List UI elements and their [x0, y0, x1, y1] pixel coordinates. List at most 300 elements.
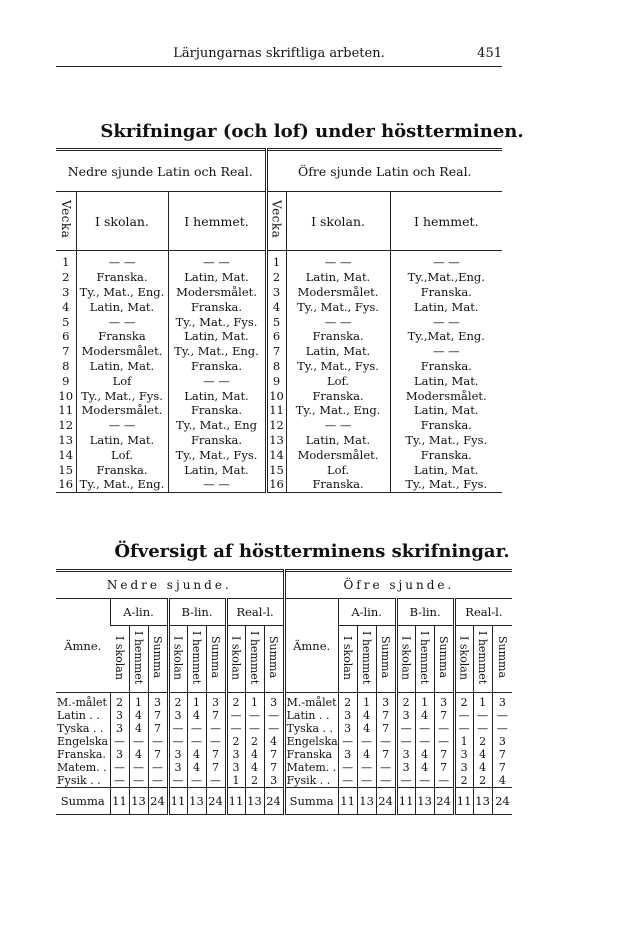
- count-cell: 3: [338, 722, 357, 735]
- count-cell: —: [396, 735, 415, 748]
- cell-week-right: 2: [266, 270, 286, 285]
- table-row: [56, 388, 502, 403]
- cell-week-right: 7: [266, 344, 286, 359]
- subject-cell: Latin . .: [284, 709, 338, 722]
- cell-skolan-right: Latin, Mat.: [286, 270, 390, 285]
- count-cell: —: [434, 722, 454, 735]
- count-cell: 3: [338, 748, 357, 761]
- cell-hemmet-left: Franska.: [168, 299, 266, 314]
- cell-week-left: 5: [62, 314, 70, 329]
- subcol-header: I hemmet: [415, 626, 434, 693]
- line-b-right: B-lin.: [396, 599, 454, 626]
- count-cell: 4: [129, 709, 148, 722]
- count-cell: 2: [473, 735, 492, 748]
- count-cell: 3: [434, 696, 454, 709]
- table-row: [56, 735, 512, 748]
- count-cell: —: [206, 735, 226, 748]
- cell-week-right: 14: [266, 447, 286, 462]
- sum-cell: 24: [206, 788, 226, 815]
- count-cell: —: [376, 735, 396, 748]
- sum-cell: 24: [376, 788, 396, 815]
- count-cell: 2: [110, 696, 129, 709]
- cell-skolan-left: — —: [76, 418, 168, 433]
- count-cell: —: [148, 774, 168, 788]
- cell-hemmet-left: Ty., Mat., Fys.: [168, 314, 266, 329]
- table-row: [56, 748, 512, 761]
- col-skolan-left: I skolan.: [76, 192, 168, 251]
- count-cell: 4: [245, 761, 264, 774]
- col-amne-left: Ämne.: [56, 599, 110, 693]
- cell-hemmet-right: Latin, Mat.: [390, 403, 502, 418]
- count-cell: 4: [187, 709, 206, 722]
- subcol-header: Summa: [148, 626, 168, 693]
- count-cell: —: [454, 709, 473, 722]
- count-cell: 3: [454, 748, 473, 761]
- sum-cell: 13: [245, 788, 264, 815]
- cell-week-left: 11: [58, 403, 74, 418]
- count-cell: 4: [357, 722, 376, 735]
- cell-hemmet-left: Franska.: [168, 359, 266, 374]
- count-cell: 3: [226, 748, 245, 761]
- table-row: [56, 314, 502, 329]
- cell-skolan-right: Ty., Mat., Fys.: [286, 359, 390, 374]
- sum-cell: 13: [357, 788, 376, 815]
- count-cell: 4: [357, 748, 376, 761]
- count-cell: —: [473, 709, 492, 722]
- cell-skolan-left: Latin, Mat.: [76, 299, 168, 314]
- count-cell: —: [376, 774, 396, 788]
- table-row: [56, 774, 512, 788]
- table-row: [56, 433, 502, 448]
- subcol-header: Summa: [264, 626, 284, 693]
- count-cell: —: [148, 761, 168, 774]
- count-cell: —: [473, 722, 492, 735]
- count-cell: —: [492, 709, 512, 722]
- cell-skolan-left: — —: [76, 255, 168, 270]
- group-ofre-sjunde: Öfre sjunde Latin och Real.: [266, 150, 502, 192]
- cell-hemmet-right: Latin, Mat.: [390, 462, 502, 477]
- cell-skolan-left: Franska.: [76, 270, 168, 285]
- cell-week-left: 7: [62, 344, 70, 359]
- sum-cell: 24: [264, 788, 284, 815]
- subcol-header: I skolan: [226, 626, 245, 693]
- table-row: [56, 447, 502, 462]
- count-cell: —: [168, 722, 187, 735]
- count-cell: 1: [187, 696, 206, 709]
- cell-skolan-left: Modersmålet.: [76, 403, 168, 418]
- cell-skolan-left: Latin, Mat.: [76, 433, 168, 448]
- cell-week-right: 4: [266, 299, 286, 314]
- sum-cell: 13: [473, 788, 492, 815]
- subject-cell: Engelska: [284, 735, 338, 748]
- table2-title: Öfversigt af höstterminens skrifningar.: [114, 541, 510, 562]
- count-cell: 3: [396, 709, 415, 722]
- cell-skolan-right: Ty., Mat., Eng.: [286, 403, 390, 418]
- cell-week-right: 12: [266, 418, 286, 433]
- sum-cell: 24: [492, 788, 512, 815]
- count-cell: —: [338, 774, 357, 788]
- count-cell: 7: [148, 709, 168, 722]
- count-cell: —: [396, 722, 415, 735]
- count-cell: —: [187, 735, 206, 748]
- subject-cell: Fysik . .: [57, 774, 101, 787]
- count-cell: —: [206, 722, 226, 735]
- cell-skolan-right: Lof.: [286, 373, 390, 388]
- count-cell: —: [129, 735, 148, 748]
- count-cell: 2: [454, 696, 473, 709]
- count-cell: 3: [492, 696, 512, 709]
- cell-skolan-left: Latin, Mat.: [76, 359, 168, 374]
- count-cell: 3: [338, 709, 357, 722]
- cell-hemmet-left: Franska.: [168, 433, 266, 448]
- subcol-header: Summa: [206, 626, 226, 693]
- col-vecka-left: Vecka: [56, 192, 76, 251]
- cell-hemmet-left: Latin, Mat.: [168, 270, 266, 285]
- cell-hemmet-right: Modersmålet.: [390, 388, 502, 403]
- count-cell: 7: [434, 761, 454, 774]
- table-row: [56, 329, 502, 344]
- cell-skolan-left: Lof: [76, 373, 168, 388]
- cell-week-right: 16: [266, 477, 286, 492]
- subject-cell: Tyska . .: [284, 722, 338, 735]
- count-cell: 7: [376, 722, 396, 735]
- cell-week-left: 8: [62, 358, 70, 373]
- cell-hemmet-right: — —: [390, 314, 502, 329]
- group-nedre-sjunde: Nedre sjunde Latin och Real.: [56, 150, 266, 192]
- table-row: [56, 255, 502, 270]
- subcol-header: I skolan: [110, 626, 129, 693]
- count-cell: 2: [226, 696, 245, 709]
- cell-skolan-left: Franska: [76, 329, 168, 344]
- count-cell: 3: [206, 696, 226, 709]
- page-number: 451: [477, 46, 502, 61]
- count-cell: —: [206, 774, 226, 788]
- sum-cell: 13: [187, 788, 206, 815]
- cell-skolan-right: Latin, Mat.: [286, 344, 390, 359]
- table-row: [56, 709, 512, 722]
- count-cell: 3: [396, 761, 415, 774]
- subcol-header: Summa: [434, 626, 454, 693]
- cell-week-right: 10: [266, 388, 286, 403]
- count-cell: 7: [376, 748, 396, 761]
- count-cell: 3: [148, 696, 168, 709]
- subject-cell: Fysik . .: [284, 774, 338, 788]
- group-ofre: Öfre sjunde.: [284, 571, 512, 599]
- schedule-table: [56, 148, 502, 493]
- count-cell: —: [148, 735, 168, 748]
- cell-skolan-right: — —: [286, 314, 390, 329]
- count-cell: 2: [226, 735, 245, 748]
- count-cell: 1: [226, 774, 245, 788]
- col-skolan-right: I skolan.: [286, 192, 390, 251]
- cell-hemmet-right: Franska.: [390, 285, 502, 300]
- count-cell: 7: [206, 761, 226, 774]
- count-cell: 4: [187, 748, 206, 761]
- count-cell: —: [226, 722, 245, 735]
- count-cell: 7: [264, 761, 284, 774]
- count-cell: —: [187, 722, 206, 735]
- count-cell: 4: [187, 761, 206, 774]
- subject-cell: Latin . .: [57, 709, 100, 722]
- cell-skolan-left: Ty., Mat., Fys.: [76, 388, 168, 403]
- col-vecka-right: Vecka: [266, 192, 286, 251]
- cell-week-left: 1: [62, 255, 70, 270]
- cell-week-right: 1: [266, 255, 286, 270]
- line-a-left: A-lin.: [110, 599, 168, 626]
- count-cell: —: [110, 774, 129, 788]
- group-nedre: Nedre sjunde.: [56, 571, 284, 599]
- cell-skolan-right: — —: [286, 255, 390, 270]
- table-row: [56, 477, 502, 492]
- count-cell: —: [129, 761, 148, 774]
- count-cell: 1: [129, 696, 148, 709]
- cell-hemmet-right: Franska.: [390, 359, 502, 374]
- subcol-header: Summa: [376, 626, 396, 693]
- count-cell: 1: [473, 696, 492, 709]
- count-cell: —: [245, 722, 264, 735]
- table-row: [56, 285, 502, 300]
- cell-week-right: 8: [266, 359, 286, 374]
- table-row: [56, 418, 502, 433]
- count-cell: —: [264, 709, 284, 722]
- cell-hemmet-left: Ty., Mat., Fys.: [168, 447, 266, 462]
- count-cell: —: [187, 774, 206, 788]
- cell-week-left: 12: [58, 418, 74, 433]
- line-real-right: Real-l.: [454, 599, 512, 626]
- cell-hemmet-right: Franska.: [390, 447, 502, 462]
- cell-week-right: 6: [266, 329, 286, 344]
- col-hemmet-right: I hemmet.: [390, 192, 502, 251]
- cell-week-left: 16: [58, 477, 74, 492]
- table-row: [56, 696, 512, 709]
- cell-skolan-right: Franska.: [286, 388, 390, 403]
- cell-skolan-right: Ty., Mat., Fys.: [286, 299, 390, 314]
- subcol-header: I hemmet: [245, 626, 264, 693]
- count-cell: —: [110, 735, 129, 748]
- table-row: [56, 761, 512, 774]
- count-cell: 2: [245, 774, 264, 788]
- count-cell: —: [338, 735, 357, 748]
- sum-cell: 24: [148, 788, 168, 815]
- cell-skolan-left: Lof.: [76, 447, 168, 462]
- table-row: [56, 373, 502, 388]
- count-cell: 3: [110, 709, 129, 722]
- sum-cell: 11: [226, 788, 245, 815]
- cell-week-left: 15: [58, 462, 74, 477]
- count-cell: 7: [264, 748, 284, 761]
- cell-hemmet-right: Ty.,Mat.,Eng.: [390, 270, 502, 285]
- count-cell: 4: [473, 761, 492, 774]
- cell-hemmet-right: — —: [390, 344, 502, 359]
- count-cell: 4: [357, 709, 376, 722]
- count-cell: 4: [245, 748, 264, 761]
- cell-week-left: 13: [58, 432, 74, 447]
- count-cell: —: [376, 761, 396, 774]
- count-cell: 2: [396, 696, 415, 709]
- cell-week-left: 14: [58, 447, 74, 462]
- sum-label: Summa: [284, 788, 338, 815]
- count-cell: —: [454, 722, 473, 735]
- cell-skolan-left: Ty., Mat., Eng.: [76, 285, 168, 300]
- count-cell: —: [264, 722, 284, 735]
- cell-hemmet-left: Ty., Mat., Eng: [168, 418, 266, 433]
- subject-cell: Matem. .: [57, 761, 107, 774]
- count-cell: 3: [226, 761, 245, 774]
- count-cell: 4: [415, 709, 434, 722]
- count-cell: 3: [110, 722, 129, 735]
- count-cell: —: [226, 709, 245, 722]
- count-cell: —: [415, 722, 434, 735]
- count-cell: 3: [454, 761, 473, 774]
- count-cell: 7: [148, 748, 168, 761]
- count-cell: 2: [454, 774, 473, 788]
- subcol-header: I hemmet: [129, 626, 148, 693]
- subject-cell: Franska.: [57, 748, 106, 761]
- subject-cell: Engelska: [57, 735, 109, 748]
- cell-skolan-right: Modersmålet.: [286, 447, 390, 462]
- sum-cell: 11: [168, 788, 187, 815]
- cell-week-right: 3: [266, 285, 286, 300]
- cell-week-left: 3: [62, 284, 70, 299]
- count-cell: —: [492, 722, 512, 735]
- table-row: [56, 270, 502, 285]
- subcol-header: I skolan: [168, 626, 187, 693]
- count-cell: 7: [376, 709, 396, 722]
- cell-week-right: 5: [266, 314, 286, 329]
- table-row: [56, 403, 502, 418]
- cell-hemmet-left: Latin, Mat.: [168, 388, 266, 403]
- cell-skolan-right: Lof.: [286, 462, 390, 477]
- cell-hemmet-right: Ty., Mat., Fys.: [390, 477, 502, 492]
- cell-week-right: 11: [266, 403, 286, 418]
- count-cell: 3: [376, 696, 396, 709]
- sum-cell: 13: [415, 788, 434, 815]
- subcol-header: I hemmet: [187, 626, 206, 693]
- col-amne-right: Ämne.: [284, 599, 338, 693]
- cell-hemmet-right: — —: [390, 255, 502, 270]
- count-cell: 4: [129, 748, 148, 761]
- cell-week-right: 9: [266, 373, 286, 388]
- sum-cell: 24: [434, 788, 454, 815]
- sum-cell: 13: [129, 788, 148, 815]
- cell-skolan-right: Modersmålet.: [286, 285, 390, 300]
- cell-hemmet-left: Franska.: [168, 403, 266, 418]
- count-cell: —: [357, 774, 376, 788]
- count-cell: 1: [357, 696, 376, 709]
- count-cell: 7: [492, 748, 512, 761]
- cell-hemmet-left: Latin, Mat.: [168, 329, 266, 344]
- cell-hemmet-right: Latin, Mat.: [390, 299, 502, 314]
- count-cell: 7: [206, 748, 226, 761]
- count-cell: —: [396, 774, 415, 788]
- count-cell: —: [245, 709, 264, 722]
- cell-skolan-right: Latin, Mat.: [286, 433, 390, 448]
- cell-hemmet-right: Ty.,Mat, Eng.: [390, 329, 502, 344]
- count-cell: 7: [434, 748, 454, 761]
- subcol-header: Summa: [492, 626, 512, 693]
- count-cell: 7: [206, 709, 226, 722]
- cell-week-left: 10: [58, 388, 74, 403]
- cell-hemmet-left: — —: [168, 255, 266, 270]
- sum-label: Summa: [56, 788, 110, 815]
- line-real-left: Real-l.: [226, 599, 284, 626]
- count-cell: 1: [415, 696, 434, 709]
- table-row: [56, 462, 502, 477]
- sum-cell: 11: [454, 788, 473, 815]
- cell-skolan-right: Franska.: [286, 329, 390, 344]
- count-cell: —: [357, 761, 376, 774]
- count-cell: 1: [245, 696, 264, 709]
- subject-cell: Matem. .: [284, 761, 338, 774]
- count-cell: 7: [148, 722, 168, 735]
- count-cell: 7: [492, 761, 512, 774]
- subcol-header: I skolan: [454, 626, 473, 693]
- count-cell: —: [357, 735, 376, 748]
- count-cell: 3: [264, 774, 284, 788]
- cell-skolan-left: — —: [76, 314, 168, 329]
- count-cell: 3: [168, 761, 187, 774]
- sum-cell: 11: [396, 788, 415, 815]
- header-title: Lärjungarnas skriftliga arbeten.: [173, 46, 385, 61]
- count-cell: 3: [492, 735, 512, 748]
- cell-week-left: 9: [62, 373, 70, 388]
- count-cell: —: [338, 761, 357, 774]
- count-cell: —: [129, 774, 148, 788]
- count-cell: 2: [338, 696, 357, 709]
- cell-hemmet-right: Ty., Mat., Fys.: [390, 433, 502, 448]
- count-cell: 3: [168, 709, 187, 722]
- cell-skolan-left: Franska.: [76, 462, 168, 477]
- count-cell: 4: [264, 735, 284, 748]
- cell-skolan-left: Modersmålet.: [76, 344, 168, 359]
- count-cell: —: [434, 774, 454, 788]
- sum-cell: 11: [338, 788, 357, 815]
- subcol-header: I skolan: [338, 626, 357, 693]
- count-cell: 2: [473, 774, 492, 788]
- cell-hemmet-left: Latin, Mat.: [168, 462, 266, 477]
- col-hemmet-left: I hemmet.: [168, 192, 266, 251]
- count-cell: —: [415, 774, 434, 788]
- table-row: [56, 359, 502, 374]
- count-cell: 3: [168, 748, 187, 761]
- subcol-header: I skolan: [396, 626, 415, 693]
- cell-hemmet-right: Franska.: [390, 418, 502, 433]
- count-cell: —: [415, 735, 434, 748]
- subject-cell: Tyska . .: [57, 722, 104, 735]
- subject-cell: M.-målet: [57, 696, 107, 709]
- cell-week-left: 6: [62, 329, 70, 344]
- table-row: [56, 299, 502, 314]
- count-cell: 4: [415, 761, 434, 774]
- count-cell: 3: [396, 748, 415, 761]
- cell-hemmet-right: Latin, Mat.: [390, 373, 502, 388]
- count-cell: —: [168, 774, 187, 788]
- cell-week-right: 13: [266, 433, 286, 448]
- count-cell: 2: [168, 696, 187, 709]
- table-row: [56, 344, 502, 359]
- line-b-left: B-lin.: [168, 599, 226, 626]
- count-cell: 7: [434, 709, 454, 722]
- count-cell: 4: [129, 722, 148, 735]
- count-cell: 3: [264, 696, 284, 709]
- running-header: [56, 44, 502, 67]
- count-cell: —: [168, 735, 187, 748]
- subcol-header: I hemmet: [473, 626, 492, 693]
- count-cell: 1: [454, 735, 473, 748]
- cell-skolan-right: — —: [286, 418, 390, 433]
- count-cell: —: [110, 761, 129, 774]
- subcol-header: I hemmet: [357, 626, 376, 693]
